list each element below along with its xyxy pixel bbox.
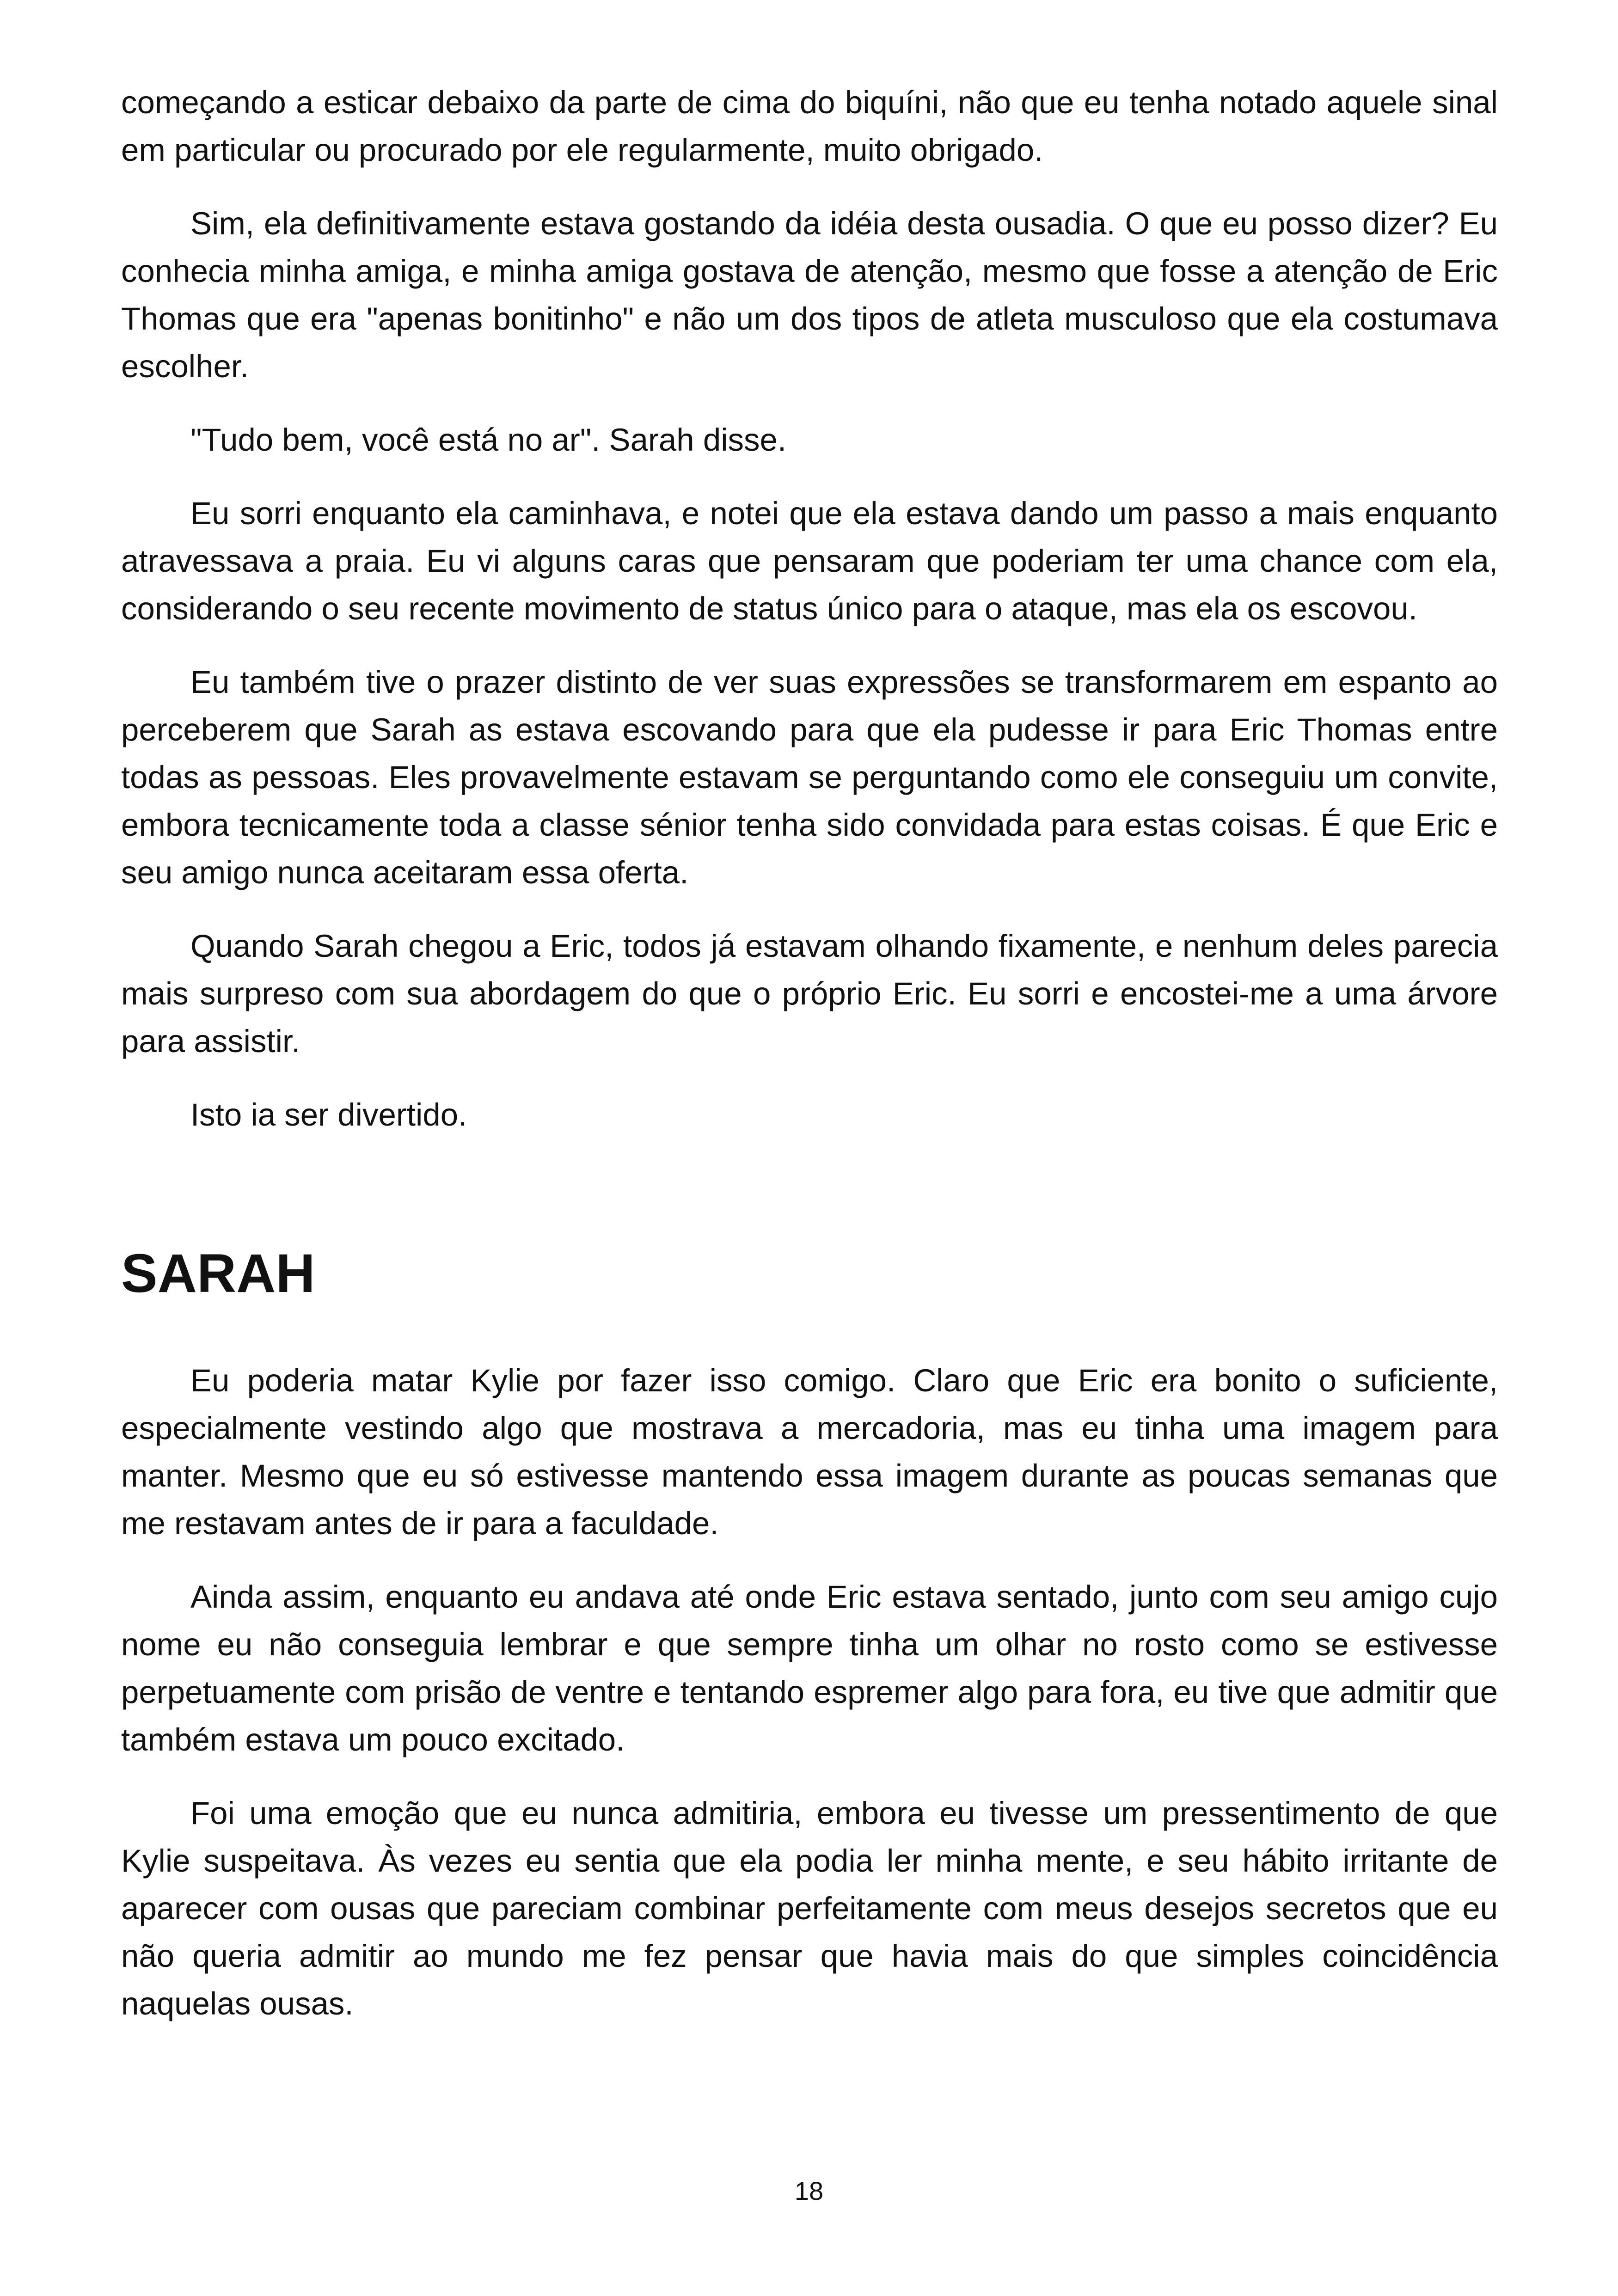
paragraph: Eu também tive o prazer distinto de ver suas expressões se transformarem em espanto ao perceberem que Sarah as estava escovando para que ela pudesse ir para Eric Thomas entre todas as pessoas. Eles provavelmente estavam se perguntando como ele conseguiu um convite, embora tecnicamente toda a classe sénior tenha sido convidada para estas coisas. É que Eric e seu amigo nunca aceitaram essa oferta. — [121, 664, 1498, 890]
paragraph: Foi uma emoção que eu nunca admitiria, embora eu tivesse um pressentimento de que Kylie suspeitava. Às vezes eu sentia que ela podia ler minha mente, e seu hábito irritante de aparecer com ousas que pareciam combinar perfeitamente com meus desejos secretos que eu não queria admitir ao mundo me fez pensar que havia mais do que simples coincidência naquelas ousas. — [121, 1795, 1498, 2021]
paragraph: Ainda assim, enquanto eu andava até onde Eric estava sentado, junto com seu amigo cujo nome eu não conseguia lembrar e que sempre tinha um olhar no rosto como se estivesse perpetuamente com prisão de ventre e tentando espremer algo para fora, eu tive que admitir que também estava um pouco excitado. — [121, 1579, 1498, 1757]
paragraph: Quando Sarah chegou a Eric, todos já estavam olhando fixamente, e nenhum deles parecia mais surpreso com sua abordagem do que o próprio Eric. Eu sorri e encostei-me a uma árvore para assistir. — [121, 928, 1498, 1059]
page-number: 18 — [794, 2176, 824, 2205]
paragraph-dialogue: "Tudo bem, você está no ar". Sarah disse. — [190, 422, 787, 458]
document-page — [121, 79, 1498, 2053]
paragraph: Eu sorri enquanto ela caminhava, e notei que ela estava dando um passo a mais enquanto atravessava a praia. Eu vi alguns caras que pensaram que poderiam ter uma chance com ela, considerando o seu recente movimento de status único para o ataque, mas ela os escovou. — [121, 496, 1498, 626]
chapter-heading: SARAH — [121, 1243, 315, 1304]
paragraph: Sim, ela definitivamente estava gostando da idéia desta ousadia. O que eu posso dizer? Eu conhecia minha amiga, e minha amiga gostava de atenção, mesmo que fosse a atenção de Eric Thomas que era "apenas bonitinho" e não um dos tipos de atleta musculoso que ela costumava escolher. — [121, 206, 1498, 384]
paragraph: Eu poderia matar Kylie por fazer isso comigo. Claro que Eric era bonito o suficiente, especialmente vestindo algo que mostrava a mercadoria, mas eu tinha uma imagem para manter. Mesmo que eu só estivesse mantendo essa imagem durante as poucas semanas que me restavam antes de ir para a faculdade. — [121, 1363, 1498, 1541]
paragraph: Isto ia ser divertido. — [190, 1097, 467, 1133]
paragraph-continuation: começando a esticar debaixo da parte de cima do biquíni, não que eu tenha notado aquele sinal em particular ou procurado por ele regularmente, muito obrigado. — [121, 85, 1498, 168]
